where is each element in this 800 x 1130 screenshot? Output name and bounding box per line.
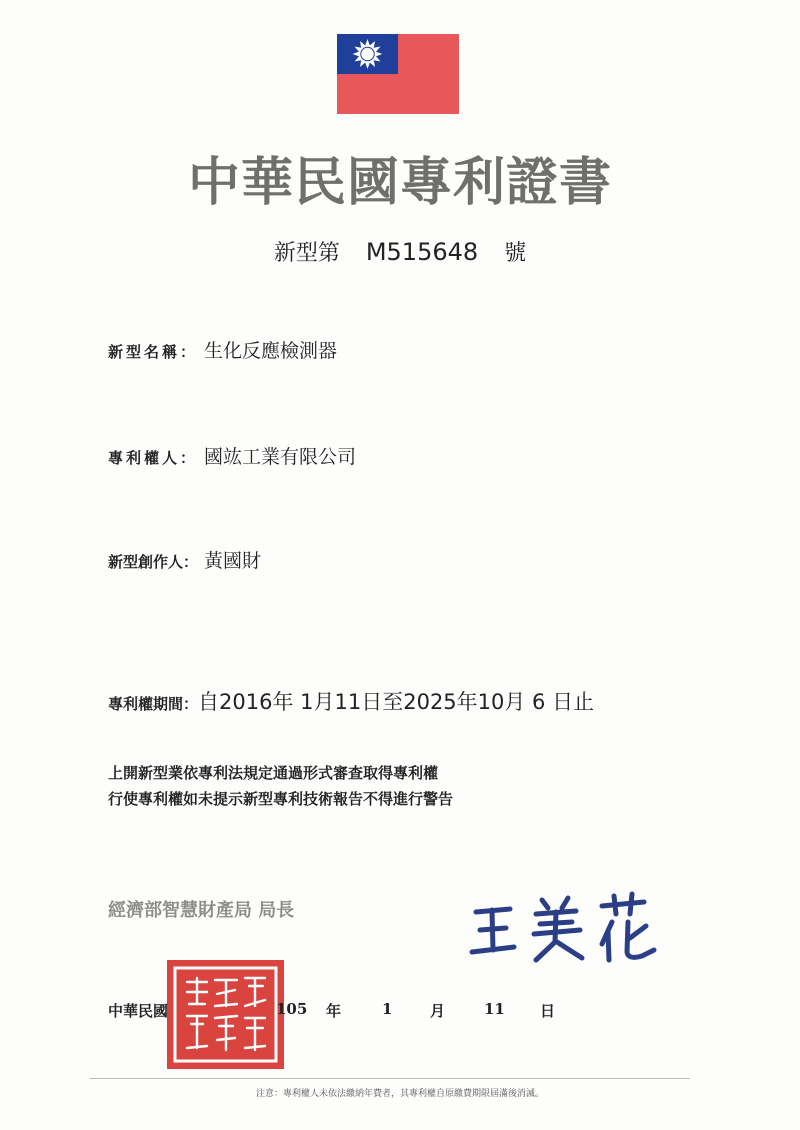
date-year-unit: 年: [326, 1002, 342, 1020]
footer-note: 注意：專利權人未依法繳納年費者，其專利權自原繳費期限屆滿後消滅。: [255, 1089, 544, 1099]
date-month: 1: [382, 1000, 393, 1018]
signature-image: [462, 884, 672, 974]
field-label: 新型創作人：: [108, 553, 199, 571]
cert-suffix: 號: [504, 241, 527, 266]
field-value: 國竑工業有限公司: [204, 446, 357, 468]
date-month-unit: 月: [430, 1002, 446, 1020]
certificate-number: [0, 236, 800, 267]
note-line: 上開新型業依專利法規定通過形式審查取得專利權: [108, 764, 439, 782]
field-value: 自2016年 1月11日至2025年10月 6 日止: [198, 690, 595, 714]
issue-date: [108, 1000, 708, 1030]
field-value: 生化反應檢測器: [204, 340, 338, 362]
footer-divider: [90, 1078, 690, 1079]
field-value: 黃國財: [204, 550, 262, 572]
flag-image: [337, 34, 459, 114]
cert-prefix: 新型第: [273, 241, 340, 266]
cert-number: M515648: [365, 238, 479, 266]
field-name-row: [108, 336, 337, 363]
white-sun-icon: [337, 34, 398, 74]
issuing-office: 經濟部智慧財產局 局長: [108, 900, 295, 921]
document-title: 中華民國專利證書: [187, 152, 612, 213]
field-creator-row: [108, 546, 261, 573]
field-patentee-row: [108, 442, 356, 469]
field-term-row: [108, 686, 594, 716]
date-day-unit: 日: [540, 1002, 556, 1020]
field-label: 新型名稱：: [108, 343, 199, 361]
field-label: 專利權期間：: [108, 695, 199, 713]
date-day: 11: [484, 1000, 505, 1018]
note-line: 行使專利權如未提示新型專利技術報告不得進行警告: [108, 790, 454, 808]
date-era: 中華民國: [108, 1002, 169, 1020]
field-label: 專利權人：: [108, 449, 199, 467]
date-year: 105: [276, 1000, 308, 1018]
